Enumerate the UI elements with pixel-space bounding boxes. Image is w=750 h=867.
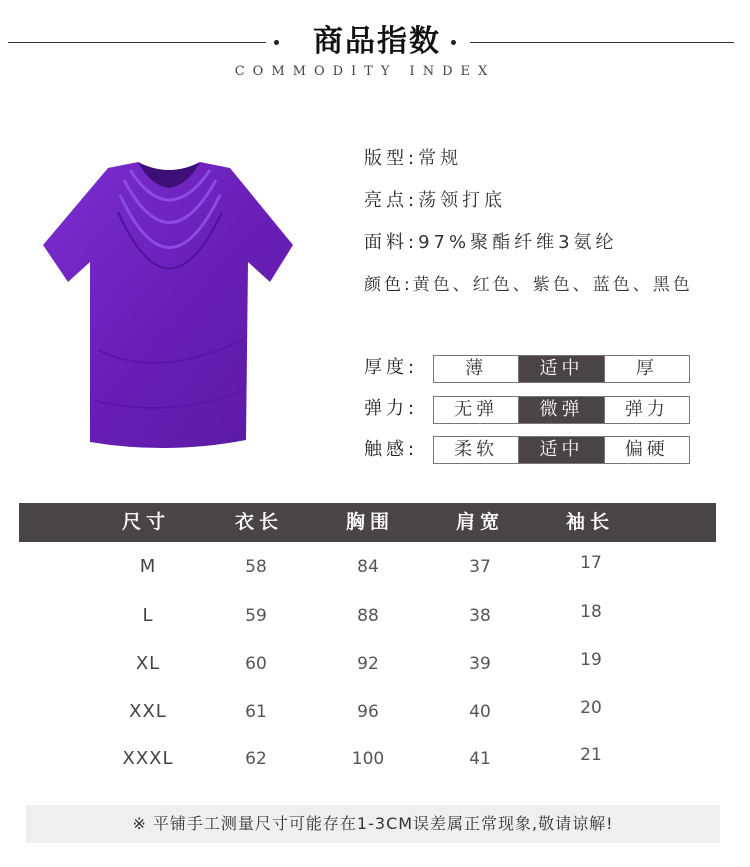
table-cell-size: XXL [129,701,167,722]
spec-label: 颜色: [364,275,413,295]
product-image [38,150,300,460]
touch-scale [433,436,690,464]
level-option: 厚 [604,356,689,382]
table-cell: 100 [351,749,385,769]
table-cell: 39 [469,654,491,674]
header-divider-left [8,42,266,43]
shirt-body [43,162,293,448]
table-cell: 58 [245,557,267,577]
elasticity-label: 弹力: [364,398,419,419]
level-option-selected: 适中 [518,437,603,463]
level-option: 薄 [465,358,488,379]
elasticity-scale [433,396,690,424]
table-cell: 88 [357,606,379,626]
spec-row-highlight [364,189,506,213]
spec-value: 黄色、红色、紫色、蓝色、黑色 [412,275,693,295]
table-cell-size: XXXL [122,748,174,769]
spec-value: 荡领打底 [418,190,507,211]
table-cell: 40 [469,702,491,722]
level-option: 弹力 [604,397,689,423]
spec-label: 亮点: [364,190,419,211]
table-cell-size: M [139,556,157,577]
table-header-size: 尺寸 [121,511,171,533]
thickness-scale [433,355,690,383]
spec-value: 97%聚酯纤维3氨纶 [418,232,618,253]
table-cell: 84 [357,557,379,577]
table-header-length: 衣长 [234,511,284,533]
spec-row-fit [364,147,462,171]
thickness-label: 厚度: [364,357,419,378]
level-option: 偏硬 [604,437,689,463]
table-header-chest: 胸围 [345,511,395,533]
table-header-shoulder: 肩宽 [455,511,505,533]
table-cell: 61 [245,702,267,722]
table-cell: 92 [357,654,379,674]
table-cell: 38 [469,606,491,626]
table-cell: 21 [580,745,602,765]
table-cell-size: XL [135,653,161,674]
page-title: 商品指数 [313,24,441,59]
table-cell: 37 [469,557,491,577]
spec-value: 常规 [418,148,463,169]
table-row [19,649,716,679]
table-cell: 17 [580,553,602,573]
table-cell: 18 [580,602,602,622]
measurement-note [26,805,720,843]
header-divider-right [470,42,734,43]
page-subtitle: COMMODITY INDEX [234,64,496,79]
table-row [19,552,716,582]
level-option-selected: 适中 [518,356,603,382]
level-option: 柔软 [454,439,499,460]
table-cell: 96 [357,702,379,722]
table-cell: 62 [245,749,267,769]
table-cell-size: L [142,605,154,626]
spec-label: 版型: [364,148,419,169]
table-cell: 19 [580,650,602,670]
table-cell: 60 [245,654,267,674]
table-cell: 59 [245,606,267,626]
touch-label: 触感: [364,439,419,460]
level-option-selected: 微弹 [518,397,603,423]
measurement-note-text: ※ 平铺手工测量尺寸可能存在1-3CM误差属正常现象,敬请谅解! [132,814,614,833]
size-table-header [19,503,716,542]
header-dot-right [451,40,456,45]
spec-row-fabric [364,231,618,255]
table-row [19,744,716,774]
level-option: 无弹 [454,399,499,420]
table-row [19,601,716,631]
table-header-sleeve: 袖长 [565,511,615,533]
header-dot-left [274,40,279,45]
table-cell: 20 [580,698,602,718]
table-cell: 41 [469,749,491,769]
table-row [19,697,716,727]
spec-label: 面料: [364,232,419,253]
spec-row-colors [364,273,693,297]
